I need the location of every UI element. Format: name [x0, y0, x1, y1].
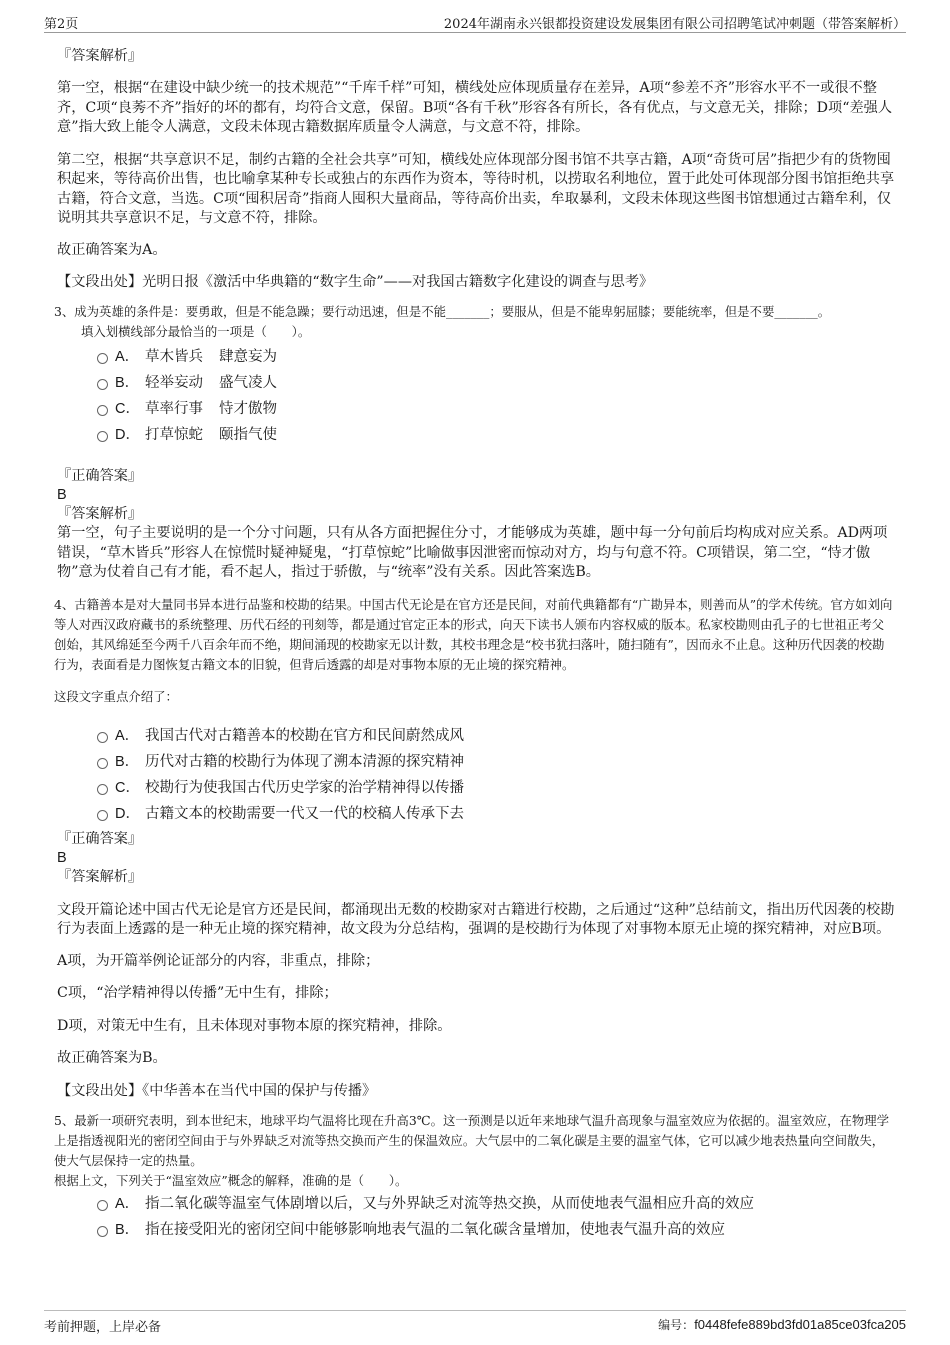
option-a[interactable]: A． 我国古代对古籍善本的校勘在官方和民间蔚然成风	[57, 723, 895, 749]
correct-answer-label: 『正确答案』	[57, 468, 143, 484]
radio-button[interactable]	[97, 758, 108, 769]
source-citation: 【文段出处】光明日报《激活中华典籍的“数字生命”——对我国古籍数字化建设的调查与思考》	[57, 274, 654, 290]
question-stem-line: 填入划横线部分最恰当的一项是（ ）。	[81, 324, 311, 339]
radio-button[interactable]	[97, 405, 108, 416]
option-d[interactable]: D． 打草惊蛇 颐指气使	[57, 422, 895, 448]
option-b[interactable]: B． 历代对古籍的校勘行为体现了溯本清源的探究精神	[57, 749, 895, 775]
question-5-prompt: 根据上文，下列关于“温室效应”概念的解释，准确的是（ ）。	[54, 1172, 408, 1188]
option-b[interactable]: B． 指在接受阳光的密闭空间中能够影响地表气温的二氧化碳含量增加，使地表气温升高的效应	[57, 1217, 895, 1243]
document-body	[54, 46, 895, 1243]
page-number: 第2页	[44, 17, 79, 32]
question-4-prompt: 这段文字重点介绍了：	[54, 688, 178, 704]
analysis-paragraph: 第一空，根据“在建设中缺少统一的技术规范”“千库千样”可知，横线处应体现质量存在差异，A项“参差不齐”形容水平不一或很不整齐，C项“良莠不齐”指好的坏的都有，均符合文意，保留。B项“各有千秋”形容各有所长，各有优点，与文意无关，排除；D项“差强人意”指大致上能令人满意，文段未体现古籍数据库质量令人满意，与文意不符，排除。	[57, 80, 893, 135]
conclusion-text: 故正确答案为A。	[57, 241, 167, 258]
analysis-paragraph: 第二空，根据“共享意识不足，制约古籍的全社会共享”可知，横线处应体现部分图书馆不共享古籍，A项“奇货可居”指把少有的货物囤积起来，等待高价出售，也比喻拿某种专长或独占的东西作为资本，等待时机，以捞取名利地位，置于此处可体现部分图书馆拒绝共享古籍，符合文意，当选。C项“囤积居奇”指商人囤积大量商品，等待高价出卖，牟取暴利，文段未体现这些图书馆想通过古籍牟利，仅说明其共享意识不足，与文意不符，排除。	[57, 151, 895, 226]
analysis-label: 『答案解析』	[57, 506, 143, 522]
analysis-paragraph: 文段开篇论述中国古代无论是官方还是民间，都涌现出无数的校勘家对古籍进行校勘，之后通过“这种”总结前文，指出历代因袭的校勘行为表面上透露的是一种无止境的探究精神，故文段为分总结构，强调的是校勘行为体现了对事物本原无止境的探究精神，对应B项。	[57, 901, 895, 937]
correct-answer-label: 『正确答案』	[57, 830, 143, 847]
analysis-paragraph: D项，对策无中生有，且未体现对事物本原的探究精神，排除。	[57, 1017, 452, 1034]
footer-slogan: 考前押题，上岸必备	[44, 1320, 162, 1335]
option-b[interactable]: B． 轻举妄动 盛气凌人	[57, 370, 895, 396]
option-d[interactable]: D． 古籍文本的校勘需要一代又一代的校稿人传承下去	[57, 801, 895, 827]
source-citation: 【文段出处】《中华善本在当代中国的保护与传播》	[57, 1082, 377, 1099]
option-a[interactable]: A． 指二氧化碳等温室气体剧增以后，又与外界缺乏对流等热交换，从而使地表气温相应升高的效应	[57, 1191, 895, 1217]
question-3-stem	[54, 302, 895, 342]
radio-button[interactable]	[97, 431, 108, 442]
question-3-options	[57, 344, 895, 448]
analysis-paragraph: A项，为开篇举例论证部分的内容，非重点，排除；	[57, 952, 380, 969]
question-4-options	[57, 723, 895, 827]
document-title: 2024年湖南永兴银都投资建设发展集团有限公司招聘笔试冲刺题（带答案解析）	[443, 17, 906, 32]
analysis-label: 『答案解析』	[57, 48, 143, 64]
radio-button[interactable]	[97, 784, 108, 795]
conclusion-text: 故正确答案为B。	[57, 1050, 167, 1066]
correct-answer: B	[57, 849, 67, 866]
radio-button[interactable]	[97, 810, 108, 821]
correct-answer: B	[57, 487, 67, 503]
question-5-options	[57, 1191, 895, 1243]
radio-button[interactable]	[97, 1226, 108, 1237]
document-id: 编号：f0448fefe889bd3fd01a85ce03fca205	[658, 1317, 906, 1332]
question-4-stem: 4、古籍善本是对大量同书异本进行品鉴和校勘的结果。中国古代无论是在官方还是民间，对前代典籍都有“广勘异本，则善而从”的学术传统。官方如刘向等人对西汉政府藏书的系统整理、历代石经的刊刻等，都是通过官定正本的形式，向天下读书人颁布内容权威的版本。私家校勘则由孔子的七世祖正考父创始，其风绵延至今两千八百余年而不绝，期间涌现的校勘家无以计数，其校书理念是“校书犹扫落叶，随扫随有”，因而永不止息。这种历代因袭的校勘行为，表面看是力图恢复古籍文本的旧貌，但背后透露的却是对事物本原的无止境的探究精神。	[54, 596, 893, 672]
question-stem-line: 3、成为英雄的条件是：要勇敢，但是不能急躁；要行动迅速，但是不能_______；要服从，但是不能卑躬屈膝；要能统率，但是不要_______。	[54, 304, 831, 319]
analysis-paragraph: C项，“治学精神得以传播”无中生有，排除；	[57, 985, 338, 1001]
page-header	[44, 10, 906, 33]
radio-button[interactable]	[97, 1200, 108, 1211]
analysis-paragraph: 第一空，句子主要说明的是一个分寸问题，只有从各方面把握住分寸，才能够成为英雄，题中每一分句前后均构成对应关系。AD两项错误，“草木皆兵”形容人在惊慌时疑神疑鬼，“打草惊蛇”比喻做事因泄密而惊动对方，均与句意不符。C项错误，第二空，“恃才傲物”意为仗着自己有才能，看不起人，指过于骄傲，与“统率”没有关系。因此答案选B。	[57, 525, 888, 580]
question-5-stem: 5、最新一项研究表明，到本世纪末，地球平均气温将比现在升高3℃。这一预测是以近年来地球气温升高现象与温室效应为依据的。温室效应，在物理学上是指透视阳光的密闭空间由于与外界缺乏对流等热交换而产生的保温效应。大气层中的二氧化碳是主要的温室气体，它可以减少地表热量向空间散失，使大气层保持一定的热量。	[54, 1112, 890, 1168]
radio-button[interactable]	[97, 732, 108, 743]
page-footer	[44, 1310, 906, 1337]
analysis-label: 『答案解析』	[57, 868, 143, 885]
option-c[interactable]: C． 草率行事 恃才傲物	[57, 396, 895, 422]
option-c[interactable]: C． 校勘行为使我国古代历史学家的治学精神得以传播	[57, 775, 895, 801]
radio-button[interactable]	[97, 379, 108, 390]
option-a[interactable]: A． 草木皆兵 肆意妄为	[57, 344, 895, 370]
radio-button[interactable]	[97, 353, 108, 364]
